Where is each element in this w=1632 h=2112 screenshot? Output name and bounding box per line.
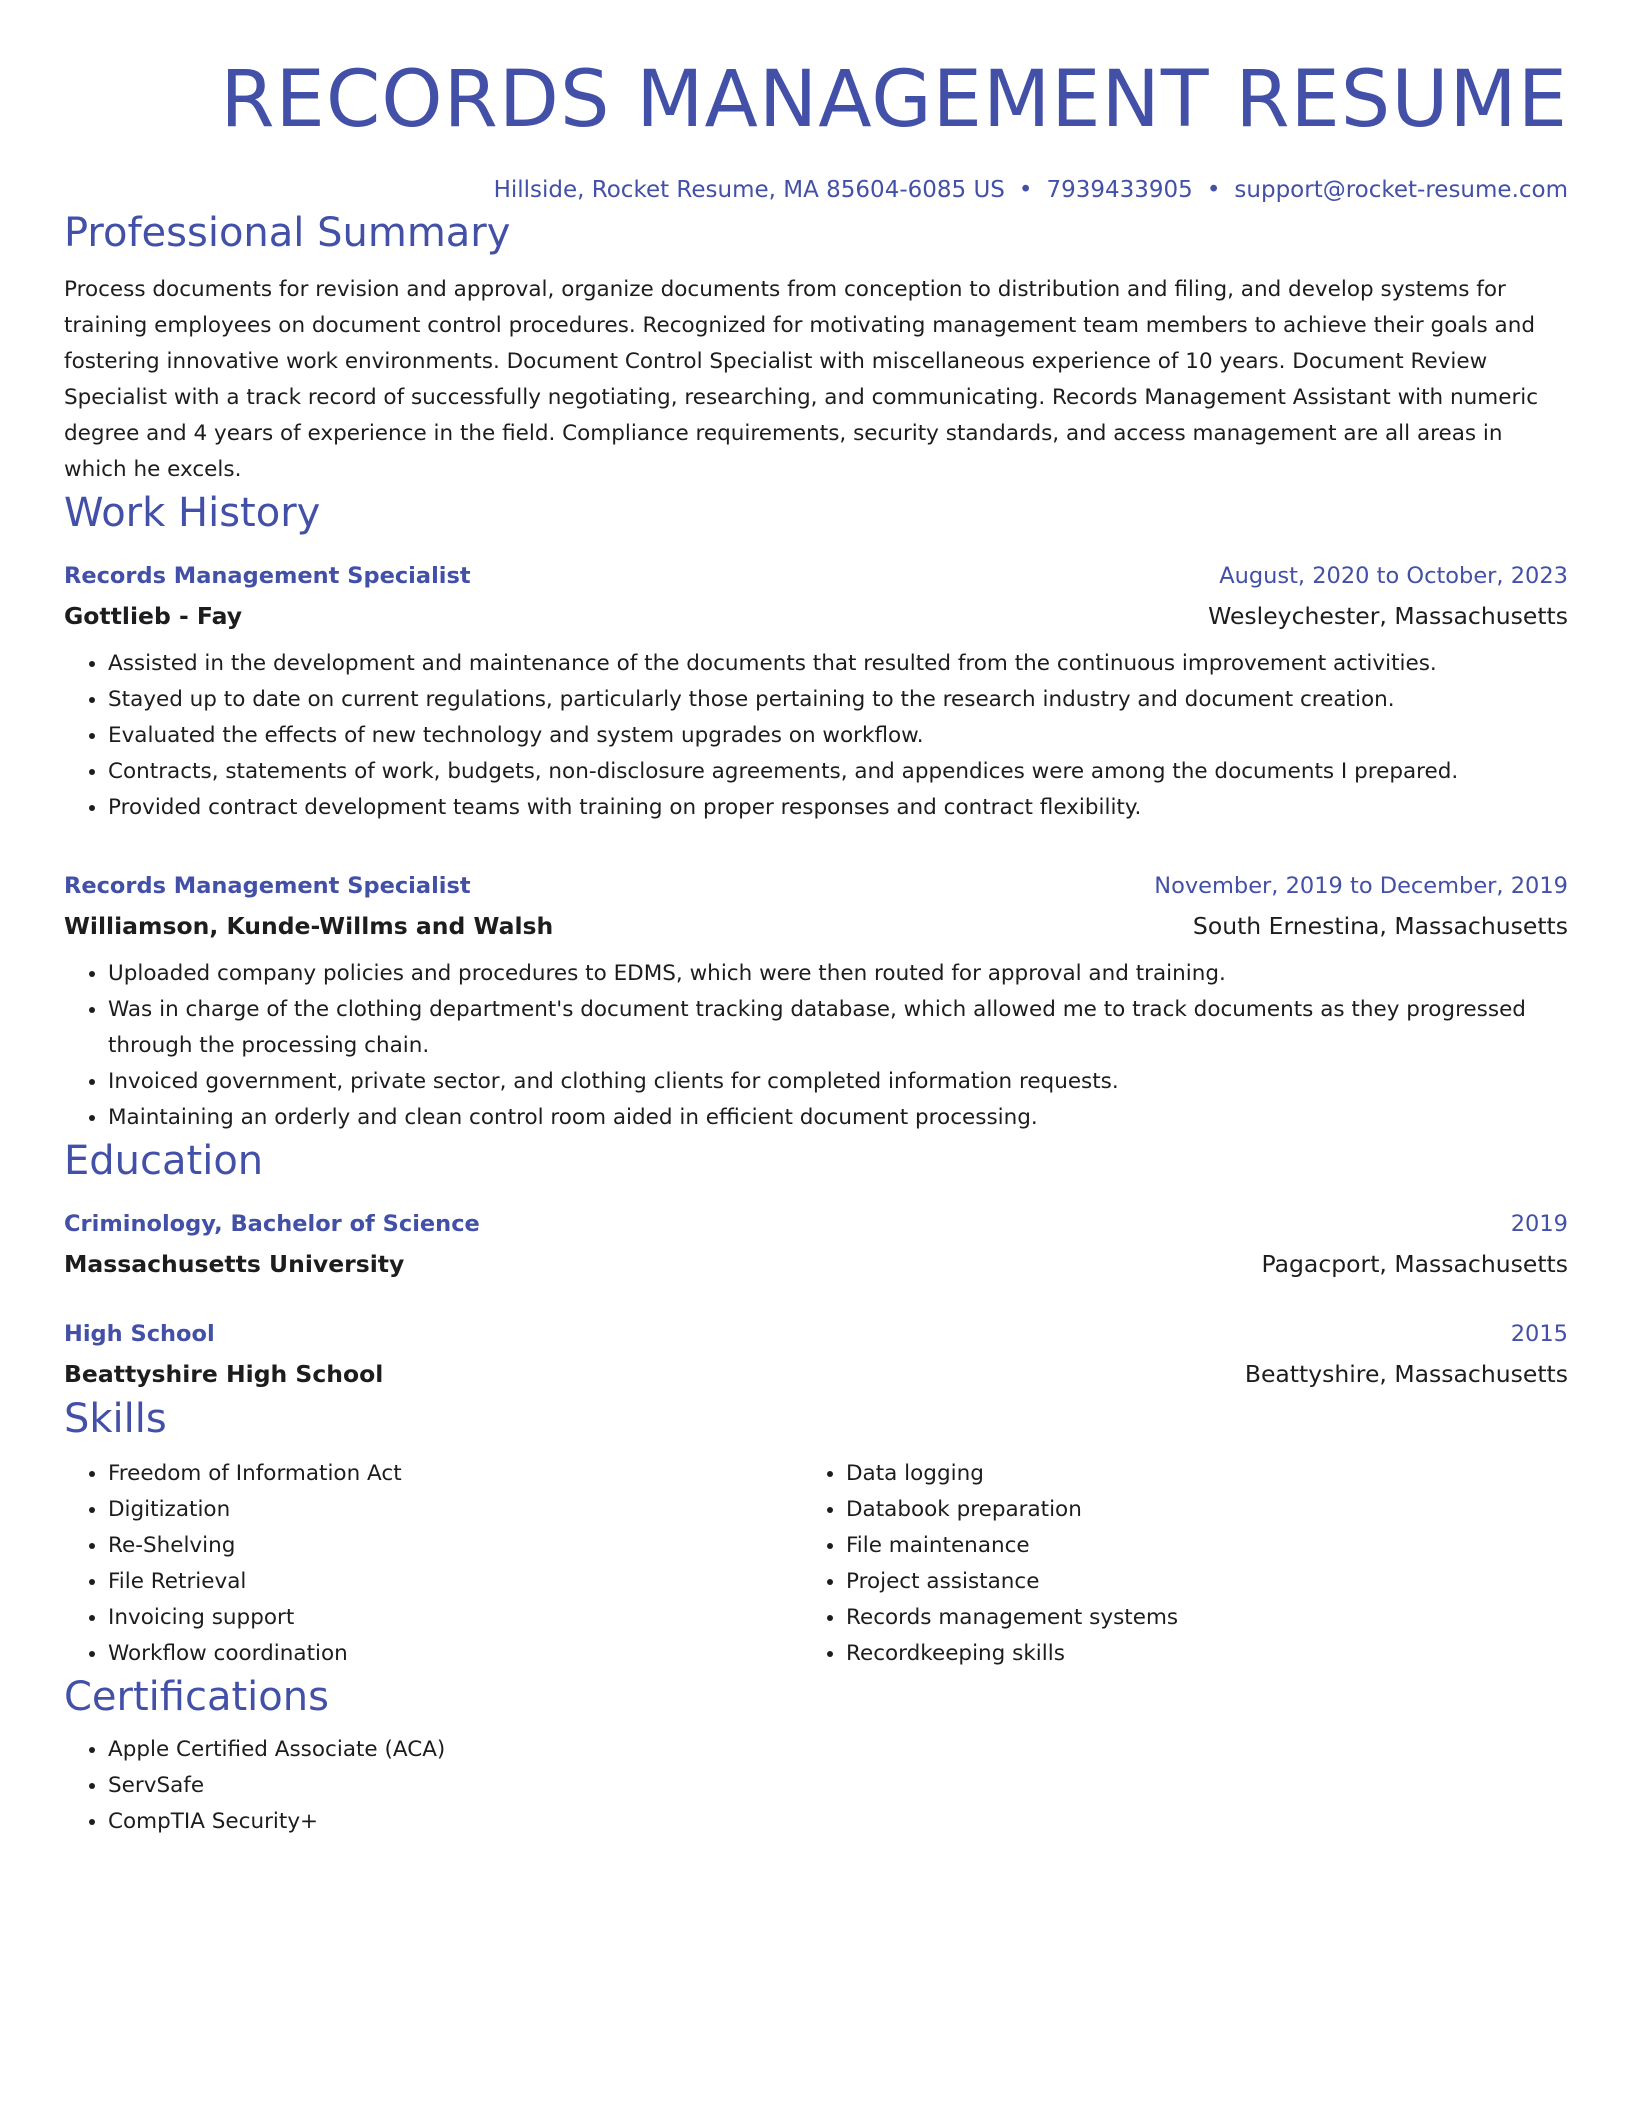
skill-item: • Data logging [846,1456,1568,1492]
contact-separator: • [1018,177,1033,203]
education-entry [64,1204,1568,1284]
skill-item: • Invoicing support [108,1600,802,1636]
contact-email: support@rocket-resume.com [1234,177,1568,203]
skill-item: • Workflow coordination [108,1636,802,1672]
job-duty: • Uploaded company policies and procedures to EDMS, which were then routed for approval and training. [108,956,1568,992]
resume-title: RECORDS MANAGEMENT RESUME [220,55,1568,145]
job-dates: November, 2019 to December, 2019 [1154,873,1568,899]
job-duty: • Stayed up to date on current regulations, particularly those pertaining to the research industry and document creation. [108,682,1568,718]
job-title: Records Management Specialist [64,873,471,899]
skill-item: • File Retrieval [108,1564,802,1600]
education-degree: Criminology, Bachelor of Science [64,1211,480,1237]
education-location: Beattyshire, Massachusetts [1244,1360,1568,1388]
job-duty: • Invoiced government, private sector, and clothing clients for completed information requests. [108,1064,1568,1100]
education-degree: High School [64,1321,215,1347]
job-duties-list [64,646,1568,826]
education-year: 2019 [1510,1211,1568,1237]
certifications-heading: Certifications [64,1674,329,1720]
job-location: South Ernestina, Massachusetts [1192,912,1568,940]
job-duty: • Provided contract development teams with training on proper responses and contract flexibility. [108,790,1568,826]
contact-address: Hillside, Rocket Resume, MA 85604-6085 US [493,177,1005,203]
skill-item: • Records management systems [846,1600,1568,1636]
skill-item: • Project assistance [846,1564,1568,1600]
certifications-list [64,1732,1568,1840]
education-entry [64,1314,1568,1394]
skills-list-right [802,1456,1568,1672]
education-heading: Education [64,1138,264,1184]
work-history-heading: Work History [64,490,321,536]
education-school: Beattyshire High School [64,1360,384,1388]
skills-list-left [64,1456,802,1672]
summary-heading: Professional Summary [64,210,511,256]
job-location: Wesleychester, Massachusetts [1208,602,1568,630]
job-entry [64,556,1568,826]
job-title: Records Management Specialist [64,563,471,589]
certification-item: • ServSafe [108,1768,1568,1804]
education-location: Pagacport, Massachusetts [1261,1250,1568,1278]
skills-heading: Skills [64,1396,167,1442]
certification-item: • CompTIA Security+ [108,1804,1568,1840]
skill-item: • Digitization [108,1492,802,1528]
job-company: Williamson, Kunde-Willms and Walsh [64,912,554,940]
job-company: Gottlieb - Fay [64,602,243,630]
job-duty: • Assisted in the development and maintenance of the documents that resulted from the continuous improvement activities. [108,646,1568,682]
job-duty: • Evaluated the effects of new technology and system upgrades on workflow. [108,718,1568,754]
contact-phone: 7939433905 [1046,177,1193,203]
education-year: 2015 [1510,1321,1568,1347]
job-duty: • Maintaining an orderly and clean control room aided in efficient document processing. [108,1100,1568,1136]
skill-item: • Re-Shelving [108,1528,802,1564]
job-duty: • Contracts, statements of work, budgets, non-disclosure agreements, and appendices were among the documents I prepared. [108,754,1568,790]
contact-separator: • [1206,177,1221,203]
job-entry [64,866,1568,1136]
skill-item: • Freedom of Information Act [108,1456,802,1492]
contact-line [64,172,1568,208]
job-dates: August, 2020 to October, 2023 [1219,563,1568,589]
job-duties-list [64,956,1568,1136]
job-duty: • Was in charge of the clothing department's document tracking database, which allowed me to track documents as they progressed through the processing chain. [108,992,1568,1064]
skill-item: • File maintenance [846,1528,1568,1564]
certification-item: • Apple Certified Associate (ACA) [108,1732,1568,1768]
skill-item: • Recordkeeping skills [846,1636,1568,1672]
education-school: Massachusetts University [64,1250,405,1278]
skills-grid [64,1456,1568,1672]
summary-text: Process documents for revision and approval, organize documents from conception to distribution and filing, and develop systems for training employees on document control procedures. Recognized for motivating management team members to achieve their goals and fostering innovative work environments. Document Control Specialist with miscellaneous experience of 10 years. Document Review Specialist with a track record of successfully negotiating, researching, and communicating. Records Management Assistant with numeric degree and 4 years of experience in the field. Compliance requirements, security standards, and access management are all areas in which he excels. [64,277,1539,482]
skill-item: • Databook preparation [846,1492,1568,1528]
